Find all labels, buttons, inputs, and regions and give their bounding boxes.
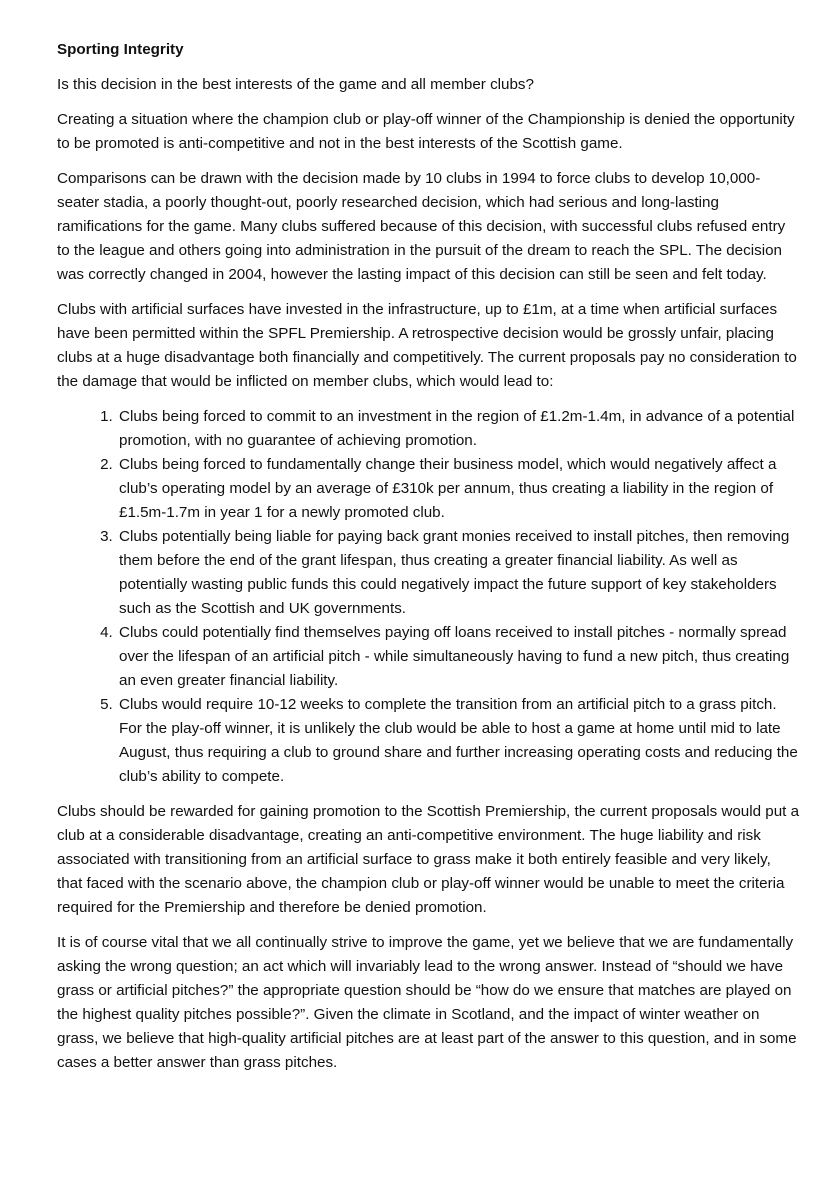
section-heading: Sporting Integrity <box>57 41 184 58</box>
paragraph-question: Is this decision in the best interests of the game and all member clubs? <box>57 76 534 93</box>
list-item: 2. Clubs being forced to fundamentally change their business model, which would negatively affect a club’s operating model by an average of £310k per annum, thus creating a liability in the region of £1.5m-1.7m in year 1 for a newly promoted club. <box>117 453 800 525</box>
paragraph-rewarded-promotion: Clubs should be rewarded for gaining promotion to the Scottish Premiership, the current proposals would put a club at a considerable disadvantage, creating an anti-competitive environment. The huge liability and risk associated with transitioning from an artificial surface to grass make it both entirely feasible and very likely, that faced with the scenario above, the champion club or play-off winner would be unable to meet the criteria required for the Premiership and therefore be denied promotion. <box>57 803 800 916</box>
list-item: 5. Clubs would require 10-12 weeks to complete the transition from an artificial pitch to a grass pitch. For the play-off winner, it is unlikely the club would be able to host a game at home until mid to late August, thus requiring a club to ground share and further increasing operating costs and reducing the club’s ability to compete. <box>117 693 800 789</box>
list-item: 1. Clubs being forced to commit to an investment in the region of £1.2m-1.4m, in advance of a potential promotion, with no guarantee of achieving promotion. <box>117 405 800 453</box>
consequences-list <box>57 405 800 789</box>
paragraph-anti-competitive: Creating a situation where the champion club or play-off winner of the Championship is denied the opportunity to be promoted is anti-competitive and not in the best interests of the Scottish game. <box>57 111 795 152</box>
paragraph-wrong-question: It is of course vital that we all continually strive to improve the game, yet we believe that we are fundamentally asking the wrong question; an act which will invariably lead to the wrong answer. Instead of “should we have grass or artificial pitches?” the appropriate question should be “how do we ensure that matches are played on the highest quality pitches possible?”. Given the climate in Scotland, and the impact of winter weather on grass, we believe that high-quality artificial pitches are at least part of the answer to this question, and in some cases a better answer than grass pitches. <box>57 934 797 1071</box>
list-item: 4. Clubs could potentially find themselves paying off loans received to install pitches - normally spread over the lifespan of an artificial pitch - while simultaneously having to fund a new pitch, thus creating an even greater financial liability. <box>117 621 800 693</box>
paragraph-artificial-investment: Clubs with artificial surfaces have invested in the infrastructure, up to £1m, at a time when artificial surfaces have been permitted within the SPFL Premiership. A retrospective decision would be grossly unfair, placing clubs at a huge disadvantage both financially and competitively. The current proposals pay no consideration to the damage that would be inflicted on member clubs, which would lead to: <box>57 301 797 390</box>
list-item: 3. Clubs potentially being liable for paying back grant monies received to install pitches, then removing them before the end of the grant lifespan, thus creating a greater financial liability. As well as potentially wasting public funds this could negatively impact the future support of key stakeholders such as the Scottish and UK governments. <box>117 525 800 621</box>
paragraph-comparison-1994: Comparisons can be drawn with the decision made by 10 clubs in 1994 to force clubs to develop 10,000-seater stadia, a poorly thought-out, poorly researched decision, which had serious and long-lasting ramifications for the game. Many clubs suffered because of this decision, with successful clubs refused entry to the league and others going into administration in the pursuit of the dream to reach the SPL. The decision was correctly changed in 2004, however the lasting impact of this decision can still be seen and felt today. <box>57 170 786 283</box>
